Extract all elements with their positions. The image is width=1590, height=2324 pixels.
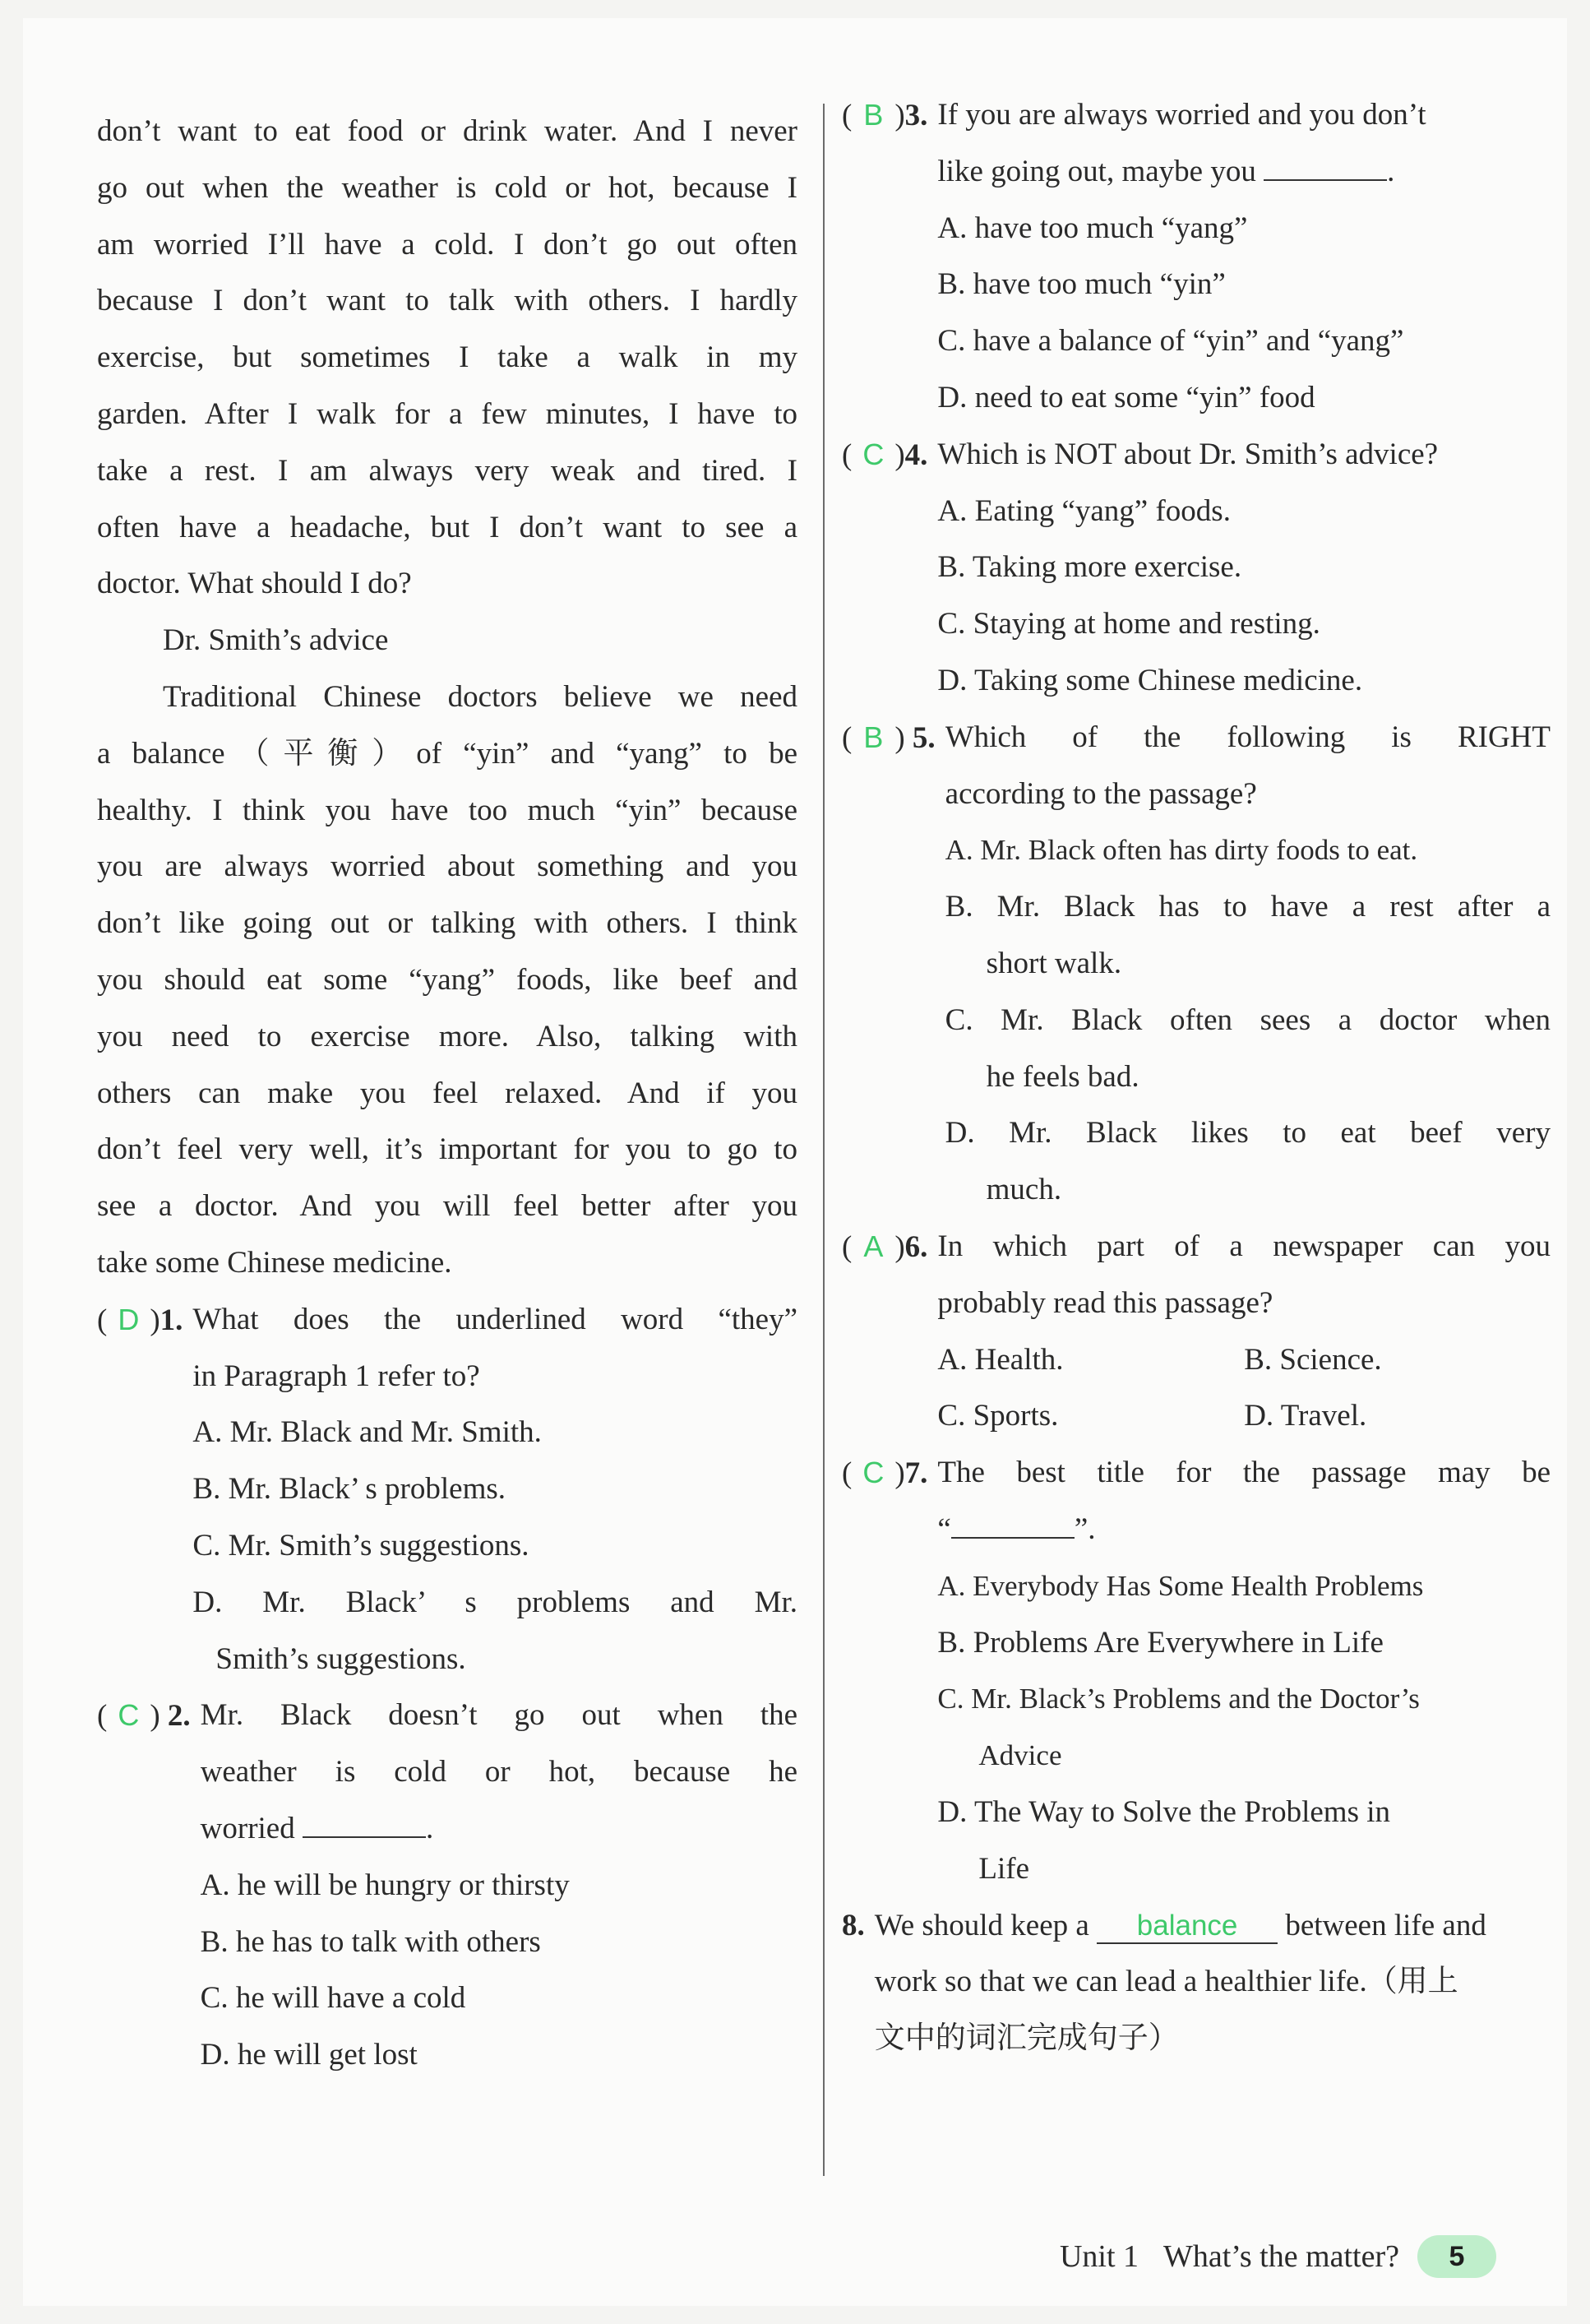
question-1 <box>97 1292 797 1688</box>
question-stem: work so that we can lead a healthier life.（用上 <box>874 1965 1458 1999</box>
column-divider <box>823 104 825 2176</box>
page-footer <box>1060 2230 1496 2283</box>
question-stem-with-blank: worried . <box>200 1811 434 1845</box>
question-stem: What does the underlined word “they” <box>192 1302 797 1336</box>
question-stem: If you are always worried and you don’t <box>937 98 1426 132</box>
left-column <box>97 104 797 2084</box>
option-d-continued: Life <box>978 1851 1030 1886</box>
question-number: 3. <box>904 99 928 132</box>
passage-line: because I don’t want to talk with others. I hardly <box>97 284 797 318</box>
question-number: 6. <box>904 1229 928 1264</box>
option-a: A. Health. <box>937 1342 1064 1377</box>
answer-bracket: ( C )7. <box>842 1445 937 1502</box>
advice-line: don’t feel very well, it’s important for you to go to <box>97 1132 797 1167</box>
answer-bracket: ( A )6. <box>842 1219 937 1275</box>
passage-line: exercise, but sometimes I take a walk in my <box>97 340 797 375</box>
question-4 <box>842 427 1551 710</box>
advice-line: see a doctor. And you will feel better after you <box>97 1189 797 1224</box>
passage-line: take a rest. I am always very weak and tired. I <box>97 453 797 488</box>
answer-mark: B <box>863 720 884 754</box>
option-c-continued: Advice <box>978 1739 1062 1772</box>
option-c-continued: he feels bad. <box>986 1059 1139 1094</box>
answer-bracket: ( B )3. <box>842 87 937 144</box>
advice-line: you should eat some “yang” foods, like beef and <box>97 962 797 997</box>
option-c: C. Staying at home and resting. <box>937 607 1320 641</box>
answer-bracket: ( B ) 5. <box>842 710 945 766</box>
option-b: B. Mr. Black’ s problems. <box>192 1472 506 1507</box>
question-stem: according to the passage? <box>945 776 1257 811</box>
option-c: C. Mr. Black’s Problems and the Doctor’s <box>937 1683 1420 1715</box>
question-stem: Which of the following is RIGHT <box>945 720 1551 754</box>
advice-line: you need to exercise more. Also, talking with <box>97 1019 797 1053</box>
question-stem: probably read this passage? <box>937 1285 1273 1320</box>
advice-line: a balance（平衡）of “yin” and “yang” to be <box>97 736 797 771</box>
question-stem: Mr. Black doesn’t go out when the <box>200 1698 797 1733</box>
option-b: B. Taking more exercise. <box>937 550 1242 585</box>
option-b: B. have too much “yin” <box>937 267 1226 302</box>
unit-label: Unit 1 <box>1059 2239 1139 2274</box>
question-stem: 文中的词汇完成句子） <box>874 2021 1179 2056</box>
question-7 <box>842 1445 1551 1897</box>
answer-blank <box>303 1812 426 1838</box>
answer-mark: C <box>862 437 885 471</box>
option-a: A. have too much “yang” <box>937 211 1248 245</box>
page-number: 5 <box>1417 2235 1496 2278</box>
answer-bracket: ( C ) 2. <box>97 1687 201 1744</box>
answer-blank <box>951 1512 1075 1539</box>
passage-line: garden. After I walk for a few minutes, I have to <box>97 396 797 431</box>
option-d: D. need to eat some “yin” food <box>937 380 1315 414</box>
option-d: D. he will get lost <box>200 2038 418 2072</box>
advice-line: you are always worried about something and you <box>97 850 797 884</box>
question-number: 1. <box>159 1303 183 1337</box>
option-d-continued: Smith’s suggestions. <box>215 1641 466 1676</box>
option-d-continued: much. <box>986 1173 1062 1207</box>
option-b: B. he has to talk with others <box>200 1924 541 1959</box>
option-c: C. have a balance of “yin” and “yang” <box>937 324 1404 359</box>
option-a: A. Everybody Has Some Health Problems <box>937 1569 1424 1602</box>
advice-line: take some Chinese medicine. <box>97 1245 452 1280</box>
worksheet-page <box>23 18 1567 2306</box>
question-stem: in Paragraph 1 refer to? <box>192 1359 480 1393</box>
option-c: C. Mr. Black often sees a doctor when <box>945 1002 1551 1037</box>
passage-line: am worried I’ll have a cold. I don’t go out often <box>97 227 797 262</box>
answer-mark: D <box>118 1302 140 1336</box>
unit-title: What’s the matter? <box>1163 2239 1399 2274</box>
answer-blank <box>1264 155 1387 181</box>
question-stem: The best title for the passage may be <box>937 1456 1551 1490</box>
option-d: D. Mr. Black likes to eat beef very <box>945 1116 1551 1150</box>
option-a: A. he will be hungry or thirsty <box>200 1868 570 1902</box>
options-row <box>937 1388 1551 1445</box>
question-stem: weather is cold or hot, because he <box>200 1755 797 1789</box>
question-number: 8. <box>842 1908 865 1942</box>
title-blank: “ ”. <box>937 1512 1096 1546</box>
question-stem-with-blank: We should keep a balance between life and <box>874 1908 1486 1942</box>
passage-paragraph <box>97 104 797 613</box>
advice-heading: Dr. Smith’s advice <box>163 623 389 658</box>
option-d: D. Mr. Black’ s problems and Mr. <box>192 1585 797 1619</box>
option-b: B. Mr. Black has to have a rest after a <box>945 890 1551 924</box>
question-number: 2. <box>167 1699 191 1734</box>
right-column <box>842 87 1551 2067</box>
option-a: A. Eating “yang” foods. <box>937 493 1231 528</box>
passage-line: go out when the weather is cold or hot, because I <box>97 170 797 205</box>
option-c: C. Sports. <box>937 1399 1059 1433</box>
option-c: C. he will have a cold <box>200 1981 466 2016</box>
question-stem-with-blank: like going out, maybe you . <box>937 154 1395 188</box>
question-number: 7. <box>904 1456 928 1491</box>
passage-line: doctor. What should I do? <box>97 567 412 601</box>
question-stem: Which is NOT about Dr. Smith’s advice? <box>937 437 1439 471</box>
option-d: D. Taking some Chinese medicine. <box>937 663 1363 697</box>
answer-bracket: ( D )1. <box>97 1292 192 1349</box>
passage-line: often have a headache, but I don’t want to see a <box>97 510 797 544</box>
option-b-continued: short walk. <box>986 946 1122 980</box>
option-c: C. Mr. Smith’s suggestions. <box>192 1528 529 1562</box>
answer-mark: C <box>118 1698 140 1733</box>
passage-line: don’t want to eat food or drink water. And I never <box>97 114 797 148</box>
advice-line: healthy. I think you have too much “yin” because <box>97 793 797 827</box>
option-d: D. Travel. <box>1244 1399 1367 1433</box>
question-number: 4. <box>904 437 928 472</box>
question-3 <box>842 87 1551 427</box>
question-6 <box>842 1219 1551 1445</box>
filled-answer: balance <box>1097 1910 1278 1944</box>
question-number: 5. <box>912 720 936 755</box>
advice-line: Traditional Chinese doctors believe we need <box>163 679 797 714</box>
advice-line: don’t like going out or talking with others. I think <box>97 906 797 941</box>
answer-bracket: ( C )4. <box>842 427 937 484</box>
option-d: D. The Way to Solve the Problems in <box>937 1794 1391 1829</box>
option-b: B. Science. <box>1244 1342 1382 1377</box>
option-a: A. Mr. Black and Mr. Smith. <box>192 1415 542 1450</box>
advice-paragraph <box>97 669 797 1292</box>
answer-mark: C <box>862 1456 885 1490</box>
options-row <box>937 1332 1551 1389</box>
question-8 <box>842 1898 1551 2067</box>
advice-line: others can make you feel relaxed. And if you <box>97 1076 797 1110</box>
option-a: A. Mr. Black often has dirty foods to eat. <box>945 834 1418 867</box>
question-2 <box>97 1687 797 2084</box>
question-stem: In which part of a newspaper can you <box>937 1229 1551 1263</box>
answer-mark: A <box>863 1229 884 1263</box>
option-b: B. Problems Are Everywhere in Life <box>937 1625 1384 1660</box>
answer-mark: B <box>863 98 884 132</box>
question-5 <box>842 710 1551 1219</box>
